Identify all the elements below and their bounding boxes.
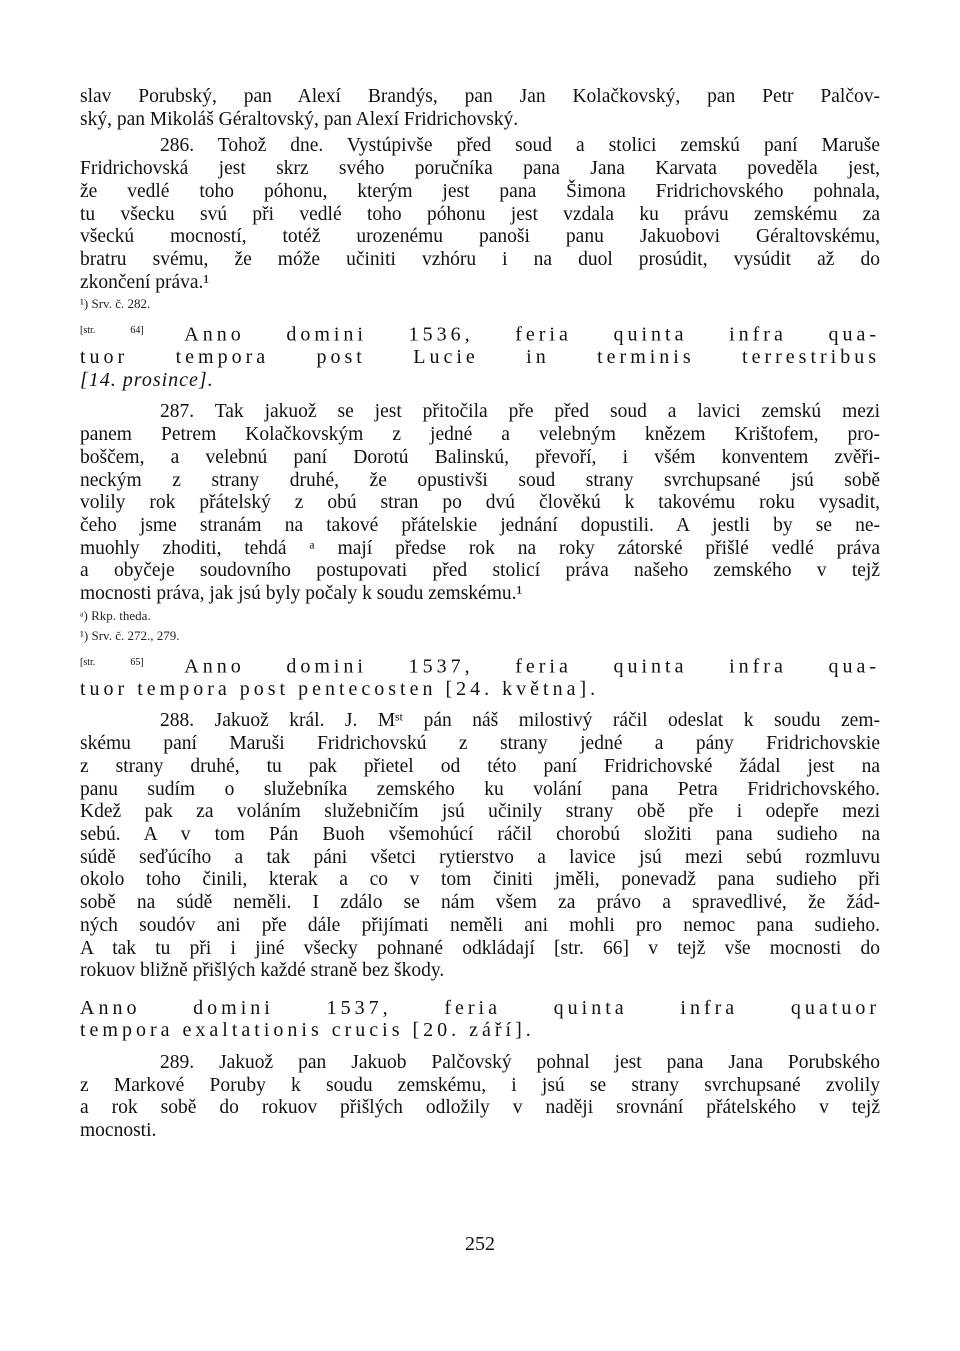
- text-line: sebú. A v tom Pán Buoh všemohúcí ráčil chorobú složiti pana sudieho na: [80, 823, 880, 845]
- text-line: bratru svému, že móže učiniti vzhóru i na duol prosúdit, vysúdit až do: [80, 248, 880, 270]
- text-line: slav Porubský, pan Alexí Brandýs, pan Jan Kolačkovský, pan Petr Palčov-: [80, 86, 880, 107]
- text-line: ský, pan Mikoláš Géraltovský, pan Alexí Fridrichovský.: [80, 108, 519, 130]
- footnote-287-b: ¹) Srv. č. 272., 279.: [80, 627, 180, 643]
- paragraph-288: [80, 710, 880, 982]
- session-heading-2: [80, 652, 880, 701]
- text-line: muohly zhoditi, tehdá ᵃ mají předse rok na roky zátorské přišlé vedlé práva: [80, 537, 880, 559]
- footnote-287-a: ᵃ) Rkp. theda.: [80, 607, 151, 623]
- text-line: súdě seďúcího a tak páni všetci rytierstvo a lavice jsú mezi sebú rozmluvu: [80, 846, 880, 868]
- text-line: a rok sobě do rokuov přišlých odložily v naději srovnání přátelského v tejž: [80, 1097, 880, 1119]
- page-marker: [str. 64]: [80, 325, 144, 337]
- session-heading-1: [80, 320, 880, 391]
- heading-line: [14. prosince].: [80, 368, 214, 391]
- text-line: okolo toho činili, kterak a co v tom činiti jměli, ponevadž pana sudieho při: [80, 869, 880, 891]
- text-line: Fridrichovská jest skrz svého poručníka pana Jana Karvata poveděla jest,: [80, 158, 880, 180]
- text-line: 286. Tohož dne. Vystúpivše před soud a stolici zemskú paní Maruše: [160, 135, 880, 157]
- heading-line: tuor tempora post Lucie in terminis terrestribus: [80, 346, 880, 369]
- text-line: z Markové Poruby k soudu zemskému, i jsú se strany svrchupsané zvolily: [80, 1074, 880, 1096]
- heading-line: Anno domini 1537, feria quinta infra quatuor: [80, 996, 880, 1019]
- paragraph-287: [80, 401, 880, 605]
- page-marker: [str. 65]: [80, 656, 144, 668]
- heading-text: Anno domini 1536, feria quinta infra qua-: [184, 323, 880, 346]
- heading-text: Anno domini 1537, feria quinta infra qua-: [184, 655, 880, 678]
- paragraph-286: [80, 135, 880, 294]
- text-line: zkončení práva.¹: [80, 271, 210, 293]
- heading-line: tuor tempora post pentecosten [24. května].: [80, 677, 600, 700]
- text-line: rokuov bližně přišlých každé straně bez škody.: [80, 960, 445, 982]
- text-line: že vedlé toho póhonu, kterým jest pana Šimona Fridrichovského pohnala,: [80, 180, 880, 202]
- paragraph-285-tail: [80, 86, 880, 131]
- text-line: tu všecku svú při vedlé toho póhonu jest vzdala ku právu zemskému za: [80, 203, 880, 225]
- heading-line: [80, 652, 880, 678]
- text-line: mocnosti práva, jak jsú byly počaly k soudu zemskému.¹: [80, 583, 523, 605]
- text-line: 289. Jakuož pan Jakuob Palčovský pohnal jest pana Jana Porubského: [160, 1051, 880, 1073]
- text-line: neckým z strany druhé, že opustivši soud strany svrchupsané jsú sobě: [80, 469, 880, 491]
- heading-line: [80, 320, 880, 346]
- text-line: Kdež pak za voláním služebničím jsú učinily strany obě pře i odepře mezi: [80, 801, 880, 823]
- session-heading-3: [80, 997, 880, 1042]
- text-line: ných soudóv ani pře dále přijímati neměli ani mohli pro nemoc pana sudieho.: [80, 914, 880, 936]
- text-line: panu sudím o služebníka zemského ku volání pana Petra Fridrichovského.: [80, 778, 880, 800]
- paragraph-289: [80, 1052, 880, 1143]
- text-line: všeckú mocností, totéž urozenému panoši panu Jakuobovi Géraltovskému,: [80, 226, 880, 248]
- text-line: volily rok přátelský z obú stran po dvú člověkú k takovému roku vysadit,: [80, 492, 880, 514]
- document-page: [80, 86, 880, 1143]
- heading-line: tempora exaltationis crucis [20. září].: [80, 1019, 535, 1042]
- text-line: skému paní Maruši Fridrichovskú z strany jedné a pány Fridrichovskie: [80, 733, 880, 755]
- text-line: a obyčeje soudovního postupovati před stolicí práva našeho zemského v tejž: [80, 560, 880, 582]
- text-line: mocnosti.: [80, 1120, 157, 1142]
- text-line: 287. Tak jakuož se jest přitočila pře před soud a lavici zemskú mezi: [160, 401, 880, 423]
- text-line: čeho jsme stranám na takové přátelskie jednání dopustili. A jestli by se ne-: [80, 515, 880, 536]
- footnote-286: ¹) Srv. č. 282.: [80, 296, 151, 312]
- text-line: z strany druhé, tu pak přietel od této paní Fridrichovské žádal jest na: [80, 755, 880, 777]
- text-line: 288. Jakuož král. J. Mˢᵗ pán náš milostivý ráčil odeslat k soudu zem-: [160, 710, 880, 732]
- text-line: A tak tu při i jiné všecky pohnané odkládají [str. 66] v tejž vše mocnosti do: [80, 937, 880, 959]
- text-line: panem Petrem Kolačkovským z jedné a velebným knězem Krištofem, pro-: [80, 424, 880, 446]
- text-line: boščem, a velebnú paní Dorotú Balinskú, převoří, i všém konventem zvěři-: [80, 446, 880, 468]
- text-line: sobě na súdě neměli. I zdálo se nám všem za právo a spravedlivé, že žád-: [80, 892, 880, 914]
- page-number: 252: [465, 1233, 495, 1255]
